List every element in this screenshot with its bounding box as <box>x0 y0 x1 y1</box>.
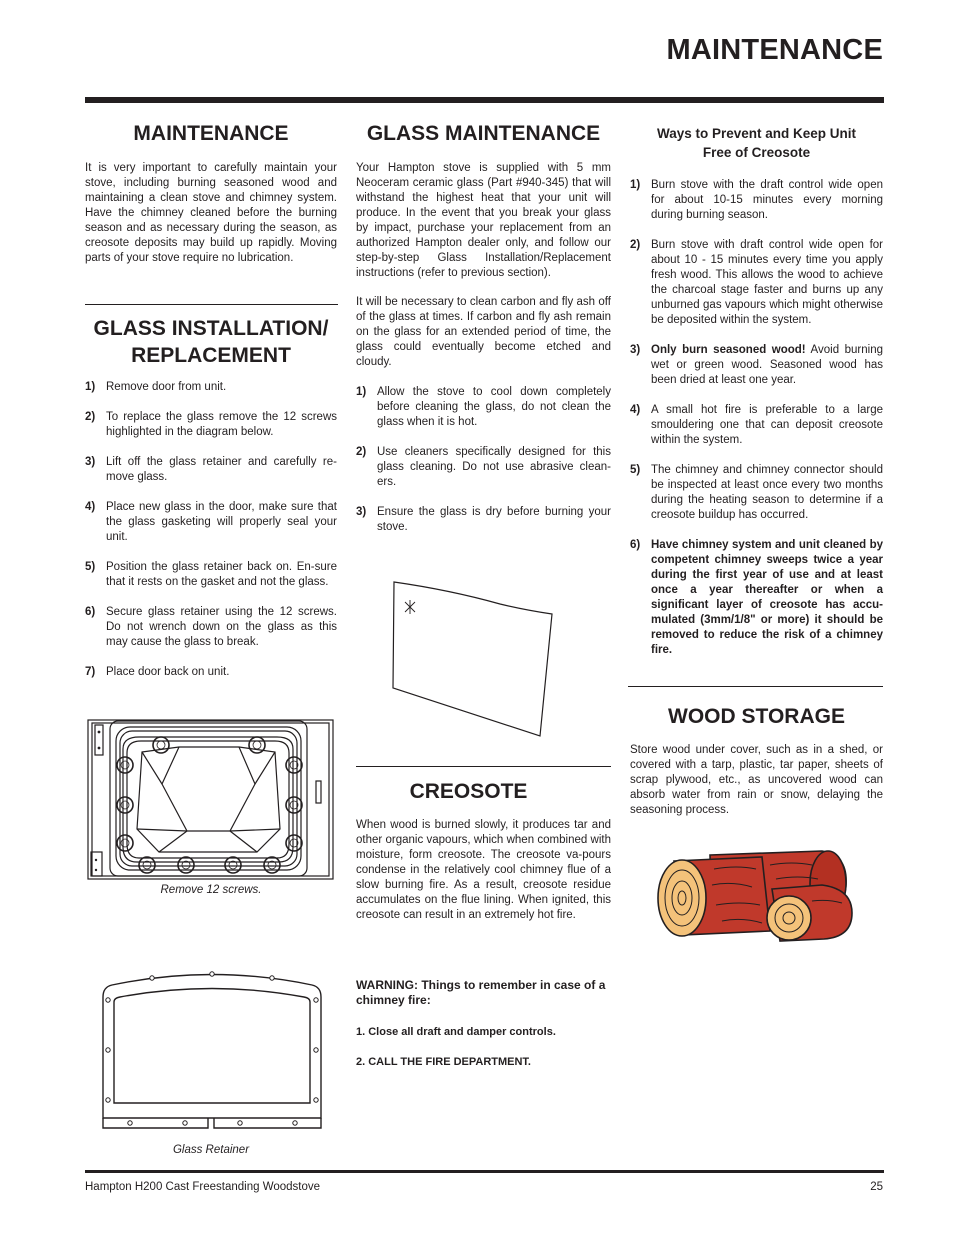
step-number: 2) <box>356 446 367 458</box>
step-number: 5) <box>85 561 96 573</box>
divider <box>85 304 338 305</box>
list-item <box>630 538 883 658</box>
list-item <box>630 403 883 448</box>
list-item <box>85 665 337 680</box>
firewood-logs-illustration <box>652 845 864 943</box>
creosote-body: When wood is burned slowly, it produces tar and other organic vapours, which when combined with moisture, form creosote. The creosote va-pours condense in the relatively cool chimney flue of a slow burning fire. As a result, creosote residue accumulates on the flue lining. When ignited, this creosote can result in an extremely hot fire. <box>356 819 611 921</box>
step-text: Place door back on unit. <box>106 666 230 678</box>
step-bold: Only burn seasoned wood! <box>651 344 806 356</box>
wood-storage-body: Store wood under cover, such as in a shed, or covered with a tarp, plastic, tar paper, sheets of scrap plywood, etc., as uncovered wood can absorb water from rain or snow, delaying the seasoning process. <box>630 744 883 816</box>
glass-maintenance-heading: GLASS MAINTENANCE <box>366 122 601 145</box>
step-text: Place new glass in the door, make sure that the glass gasketing will properly seal your unit. <box>106 501 337 543</box>
step-bold: Have chimney system and unit cleaned by competent chimney sweeps twice a year during the first year of use and at least once a year thereafter or when a significant layer of creosote has accu-mulated (3mm/1/8" or more) it should be removed to reduce the risk of a chimney fire. <box>651 539 883 656</box>
step-text <box>651 343 883 388</box>
glass-installation-heading <box>85 315 337 369</box>
glass-installation-steps <box>85 380 337 695</box>
step-number: 5) <box>630 464 641 476</box>
list-item <box>85 455 337 485</box>
door-diagram-caption: Remove 12 screws. <box>160 884 262 896</box>
maintenance-body: It is very important to carefully maintain your stove, including burning seasoned wood and maintaining a clean stove and chimney system. Have the chimney cleaned before the burning season and as necessary during the season, as creosote deposits may build up rapidly. Moving parts of your stove require no lubrication. <box>85 162 337 264</box>
step-rest: Avoid burning wet or green wood. Seasoned wood has been dried at least one year. <box>651 344 883 386</box>
list-item <box>85 500 337 545</box>
step-text <box>651 463 883 523</box>
door-screw-diagram <box>87 719 335 881</box>
list-item <box>630 238 883 328</box>
step-text: To replace the glass remove the 12 screws highlighted in the diagram below. <box>106 411 337 438</box>
list-item <box>85 560 337 590</box>
list-item <box>85 380 337 395</box>
step-text <box>651 238 883 328</box>
step-number: 6) <box>630 539 641 551</box>
step-number: 3) <box>85 456 96 468</box>
step-rest: Burn stove with draft control wide open for about 10 - 15 minutes every time you apply fresh wood. This allows the wood to achieve the charcoal stage faster and burns up any unburned gas vapours which might otherwise be deposited within the system. <box>651 239 883 326</box>
step-number: 6) <box>85 606 96 618</box>
step-rest: Burn stove with the draft control wide open for about 10-15 minutes every morning during burning season. <box>651 179 883 221</box>
maintenance-heading: MAINTENANCE <box>133 122 289 145</box>
step-text <box>651 538 883 658</box>
step-number: 1) <box>85 381 96 393</box>
step-number: 3) <box>356 506 367 518</box>
bottom-rule <box>85 1170 884 1173</box>
creosote-warning: WARNING: Things to remember in case of a chimney fire: <box>356 978 606 1007</box>
list-item <box>85 605 337 650</box>
step-text: Ensure the glass is dry before burning your stove. <box>377 506 611 533</box>
step-number: 2) <box>630 239 641 251</box>
footer-product-name: Hampton H200 Cast Freestanding Woodstove <box>85 1181 321 1193</box>
step-rest: The chimney and chimney connector should be inspected at least once every two months during the heating season to determine if a creosote buildup has occurred. <box>651 464 883 521</box>
list-item <box>356 505 611 535</box>
step-text: Remove door from unit. <box>106 381 227 393</box>
warning-item-2: 2. CALL THE FIRE DEPARTMENT. <box>356 1056 531 1068</box>
list-item <box>85 410 337 440</box>
step-number: 2) <box>85 411 96 423</box>
step-text <box>651 403 883 448</box>
step-number: 1) <box>630 179 641 191</box>
step-rest: A small hot fire is preferable to a large smouldering one that can deposit creosote within the system. <box>651 404 883 446</box>
step-number: 4) <box>85 501 96 513</box>
step-text <box>651 178 883 223</box>
divider <box>628 686 883 687</box>
divider <box>356 766 611 767</box>
glass-maintenance-para1: Your Hampton stove is supplied with 5 mm Neoceram ceramic glass (Part #940-345) that will withstand the highest heat that your unit will produce. In the event that you break your glass by impact, purchase your replacement from an authorized Hampton dealer only, and follow our step-by-step Glass Installation/Replacement instructions (refer to previous section). <box>356 162 611 279</box>
wood-storage-heading: WOOD STORAGE <box>668 705 845 728</box>
retainer-diagram-caption: Glass Retainer <box>172 1144 250 1156</box>
list-item <box>356 385 611 430</box>
glass-maintenance-para2: It will be necessary to clean carbon and fly ash off of the glass at times. If carbon and fly ash remain on the glass for an extended period of time, the glass could eventually become etched and cloudy. <box>356 296 611 368</box>
step-number: 4) <box>630 404 641 416</box>
step-number: 7) <box>85 666 96 678</box>
list-item <box>630 343 883 388</box>
glass-cleaning-steps <box>356 385 611 550</box>
list-item <box>630 463 883 523</box>
list-item <box>630 178 883 223</box>
prevent-creosote-heading <box>630 124 883 162</box>
list-item <box>356 445 611 490</box>
glass-retainer-diagram <box>100 970 324 1132</box>
heading-line: GLASS INSTALLATION/ <box>93 317 329 340</box>
page-title: MAINTENANCE <box>666 34 883 66</box>
step-number: 1) <box>356 386 367 398</box>
step-text: Secure glass retainer using the 12 screws. Do not wrench down on the glass as this may cause the glass to break. <box>106 606 337 648</box>
step-text: Allow the stove to cool down completely before cleaning the glass, do not clean the glass when it is hot. <box>377 386 611 428</box>
heading-line: Free of Creosote <box>702 145 811 160</box>
step-text: Lift off the glass retainer and carefully re-move glass. <box>106 456 337 483</box>
prevent-creosote-steps <box>630 178 883 673</box>
creosote-heading: CREOSOTE <box>409 780 528 803</box>
warning-item-1: 1. Close all draft and damper controls. <box>356 1026 556 1038</box>
step-number: 3) <box>630 344 641 356</box>
glass-panel-diagram <box>390 578 570 740</box>
step-text: Use cleaners specifically designed for this glass cleaning. Do not use abrasive clean-ers. <box>377 446 611 488</box>
heading-line: Ways to Prevent and Keep Unit <box>656 126 857 141</box>
page-number: 25 <box>870 1181 883 1193</box>
step-text: Position the glass retainer back on. En-sure that it rests on the gasket and not the glass. <box>106 561 337 588</box>
top-rule <box>85 97 884 103</box>
heading-line: REPLACEMENT <box>131 344 291 367</box>
